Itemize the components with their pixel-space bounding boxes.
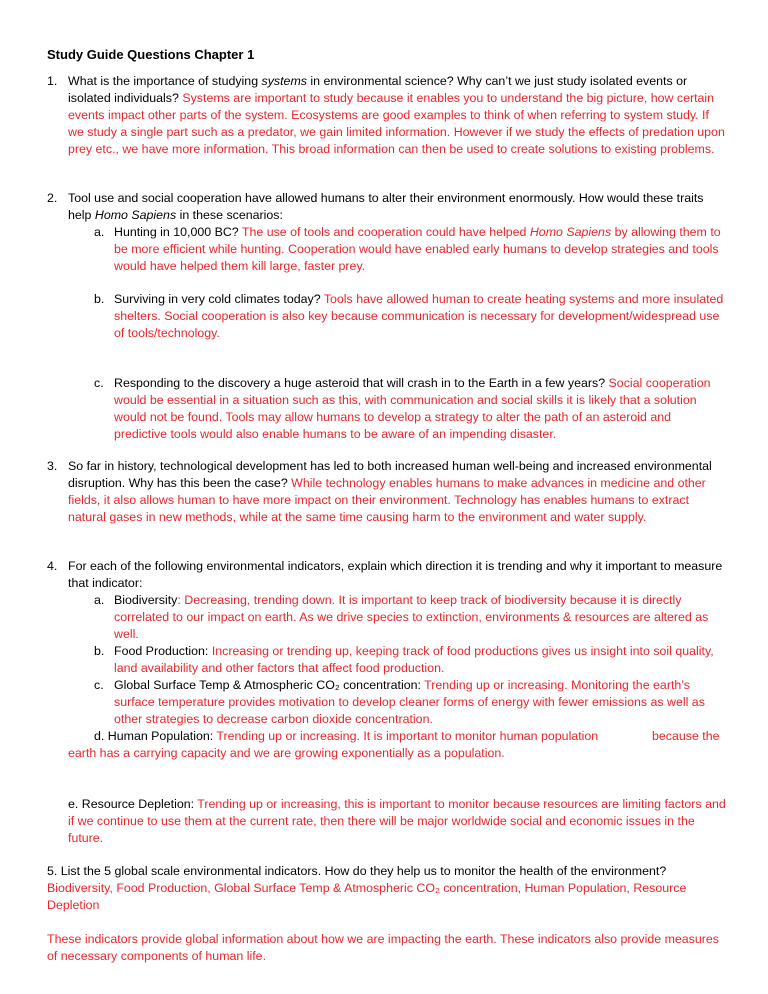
question-5 [47, 863, 727, 965]
question-number: 5. [47, 864, 58, 878]
answer-text: Increasing or trending up, keeping track of food productions gives us insight into soil quality, land availability and other factors that affect food production. [114, 644, 714, 675]
question-text: For each of the following environmental indicators, explain which direction it is trending and why it important to measure that indicator: [68, 559, 723, 590]
answer-text: Biodiversity, Food Production, Global Surface Temp & Atmospheric CO₂ concentration, Human Population, Resource Depletion [47, 881, 687, 912]
answer-text: : Decreasing, trending down. It is important to keep track of biodiversity because it is directly correlated to our impact on earth. As we drive species to extinction, environments & resources are altered as well. [114, 593, 709, 641]
question-text: in environmental science? Why can’t we just study isolated events or isolated individuals? [68, 74, 688, 105]
question-number: 2. [47, 191, 58, 205]
question-3 [47, 458, 727, 526]
sub-question-text: Biodiversity [114, 593, 178, 607]
sub-question-text: Human Population: [104, 729, 214, 743]
question-4b [94, 643, 724, 677]
sub-question-text: Hunting in 10,000 BC? [114, 225, 242, 239]
sub-label: e. [68, 797, 79, 811]
answer-text: The use of tools and cooperation could have helped [241, 225, 530, 239]
question-4a [94, 592, 724, 643]
sub-question-text: Food Production: [114, 644, 209, 658]
question-number: 4. [47, 559, 58, 573]
answer-text: While technology enables humans to make advances in medicine and other fields, it also allows human to have more impact on their environment. Technology has enables humans to extract natural gases in new methods, while at the same time causing harm to the environment and water supply. [68, 476, 706, 524]
answer-text: Trending up or increasing. It is important to monitor human population [213, 729, 599, 743]
sub-question-text: Surviving in very cold climates today? [114, 292, 324, 306]
question-2 [47, 190, 727, 224]
sub-label: d. [94, 729, 105, 743]
question-text: What is the importance of studying [68, 74, 262, 88]
question-4 [47, 558, 727, 592]
question-4c [94, 677, 724, 728]
question-emphasis: Homo Sapiens [94, 208, 177, 222]
question-1 [47, 73, 727, 158]
question-4e [68, 796, 728, 847]
question-number: 1. [47, 74, 58, 88]
sub-label: b. [94, 292, 105, 306]
answer-text: because the [652, 729, 720, 743]
question-emphasis: systems [261, 74, 307, 88]
sub-question-text: Global Surface Temp & Atmospheric CO₂ concentration: [114, 678, 421, 692]
answer-text: Tools have allowed human to create heating systems and more insulated shelters. Social cooperation is also key because communication is necessary for development/widespread use of tools/technology. [114, 292, 724, 340]
answer-text: These indicators provide global information about how we are impacting the earth. These indicators also provide measures of necessary components of human life. [47, 932, 719, 963]
answer-text: earth has a carrying capacity and we are growing exponentially as a population. [68, 746, 505, 760]
sub-question-text: Responding to the discovery a huge asteroid that will crash in to the Earth in a few years? [114, 376, 606, 390]
question-text: So far in history, technological development has led to both increased human well-being and increased environmental disruption. Why has this been the case? [68, 459, 712, 490]
answer-text: Social cooperation would be essential in a situation such as this, with communication and social skills it is likely that a solution would not be found. Tools may allow humans to develop a strategy to alter the path of an asteroid and predictive tools would also enable humans to be aware of an impending disaster. [114, 376, 711, 441]
sub-label: a. [94, 225, 105, 239]
question-number: 3. [47, 459, 58, 473]
answer-text: Systems are important to study because it enables you to understand the big picture, how certain events impact other parts of the system. Ecosystems are good examples to think of when referring to system study. If we study a single part such as a predator, we gain limited information. However if we study the effects of predation upon prey etc., we have more information. This broad information can then be used to create solutions to existing problems. [68, 91, 725, 156]
question-2a [94, 224, 724, 275]
question-text: List the 5 global scale environmental indicators. How do they help us to monitor the health of the environment? [57, 864, 667, 878]
question-2b [94, 291, 724, 342]
answer-emphasis: Homo Sapiens [529, 225, 612, 239]
answer-text: Trending up or increasing, this is important to monitor because resources are limiting factors and if we continue to use them at the current rate, then there will be major worldwide social and economic issues in the future. [68, 797, 726, 845]
answer-text: by allowing them to be more efficient while hunting. Cooperation would have enabled early humans to develop strategies and tools would have helped them kill large, faster prey. [114, 225, 721, 273]
question-text: Tool use and social cooperation have allowed humans to alter their environment enormously. How would these traits help [68, 191, 704, 222]
sub-label: c. [94, 376, 104, 390]
sub-label: c. [94, 678, 104, 692]
page-title: Study Guide Questions Chapter 1 [47, 47, 255, 62]
sub-label: a. [94, 593, 105, 607]
sub-question-text: Resource Depletion: [78, 797, 195, 811]
question-text: in these scenarios: [176, 208, 283, 222]
sub-label: b. [94, 644, 105, 658]
question-4d [94, 728, 734, 745]
answer-text: Trending up or increasing. Monitoring the earth’s surface temperature provides motivation to develop cleaner forms of energy with fewer emissions as well as other strategies to decrease carbon dioxide concentration. [114, 678, 705, 726]
question-2c [94, 375, 724, 443]
